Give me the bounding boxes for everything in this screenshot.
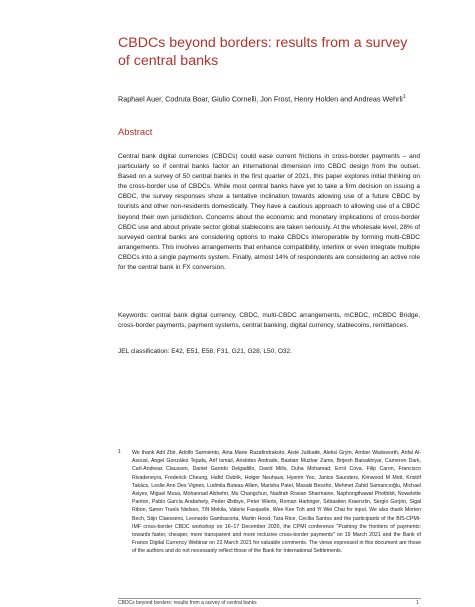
- paper-title: CBDCs beyond borders: results from a survey of central banks: [118, 35, 408, 69]
- abstract-text: Central bank digital currencies (CBDCs) could ease current frictions in cross-border payments – and particularly so if central banks factor an international dimension into CBDC design from the outset. Based on a survey of 50 central banks in the first quarter of 2021, this paper explores initial thinking on the cross-border use of CBDCs. While most central banks have yet to take a firm decision on issuing a CBDC, the survey responses show a tentative inclination towards allowing use of a future CBDC by tourists and other non-residents domestically. They have a cautious approach to allowing use of a CBDC beyond their own jurisdiction. Concerns about the economic and monetary implications of cross-border CBDC use and about private sector global stablecoins are taken seriously. At the wholesale level, 28% of surveyed central banks are considering options to make CBDCs interoperable by forming multi-CBDC arrangements. This involves arrangements that enhance compatibility, interlink or even integrate multiple CBDCs into a single payments system. Finally, almost 14% of respondents are considering an active role for the central bank in FX conversion.: [118, 153, 420, 272]
- jel-classification: JEL classification: E42, E51, E58, F31, G21, G28, L50, O32.: [118, 348, 292, 355]
- author-list: [118, 92, 408, 104]
- footer-divider: [118, 598, 421, 599]
- footnote-text: We thank Adil Zbir, Adolfo Sarmiento, Aina Marie Razafindrakoto, Aistė Juškaitė, Aleksi Grym, Amber Wadsworth, Anfal Al-Asousi, Angel González Tejada, Arif Ismail, Aristides Andrade, Bastian Muzbar Zams, Brijesh Baisakhiyar, Cameron Dark, Carl-Andreas Claussen, Daniel Garrido Delgadillo, David Mills, Duha Mohamad, Errol Cova, Filip Caron, Francisco Rivadeneyra, Frederick Cheung, Hafid Oubrik, Holger Neuhaus, Hyerim Yoo, Janice Saunders, Kimwood M Mott, Kristóf Takács, Leslie Ann Des Vignes, Ludmila Buteau Allien, Marisha Patel, Masaki Bessho, Mehmet Zahid Samancıoğlu, Michael Asiyev, Miguel Musa, Mohannad Alshehri, Mu Changchun, Nadirah Rosian Sharmaine, Naphongthawat Phothikit, Nowelette Panton, Pablo García Arabehety, Peder Østbye, Peter Wierts, Roman Hartinger, Sébastien Kraenzlin, Sergio Gorjón, Sigal Ribon, Søren Truels Nielsen, Tőt Mekila, Valerie Fasquelle, Wee Kee Toh and Yi Wei Chai for input. We also thank Morten Bech, Stijn Claessens, Leonardo Gambacorta, Martin Hood, Tara Rice, Cecilia Santos and the participants of the BIS-CPMI-IMF cross-border CBDC workshop on 16–17 December 2020, the CPMI conference "Pushing the frontiers of payments: towards faster, cheaper, more transparent and more inclusive cross-border payments" on 19 March 2021 and the Bank of France Digital Currency Webinar on 22 March 2021 for valuable comments. The views expressed in this document are those of the authors and do not necessarily reflect those of the Bank for International Settlements.: [132, 450, 421, 555]
- running-footer: CBDCs beyond borders: results from a survey of central banks: [118, 600, 257, 606]
- footnote-marker: 1: [118, 449, 121, 455]
- author-names: Raphael Auer, Codruta Boar, Giulio Cornelli, Jon Frost, Henry Holden and Andreas Wehrli: [118, 94, 403, 104]
- author-footnote-marker: 1: [402, 94, 406, 100]
- keywords-text: Keywords: central bank digital currency, CBDC, multi-CBDC arrangements, mCBDC, mCBDC Bridge, cross-border payments, payment systems, central banking, digital currency, stablecoins, remittances.: [118, 312, 420, 330]
- page-number: 1: [416, 600, 419, 606]
- abstract-heading: Abstract: [118, 126, 153, 137]
